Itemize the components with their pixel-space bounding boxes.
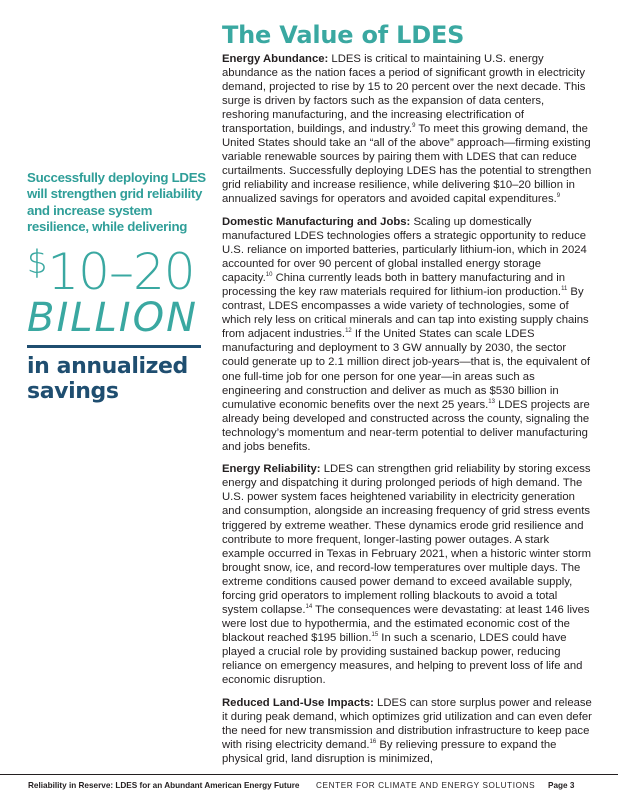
section-paragraph [222,215,594,454]
callout-savings-text: in annualized savings [27,354,188,405]
section-heading: Energy Reliability: [222,463,321,476]
footnote-ref: 16 [369,738,377,745]
footnote-ref: 15 [371,632,379,639]
section-text: LDES can strengthen grid reliability by storing excess energy and dispatching it during prolonged periods of high demand. The U.S. power system faces heightened variability in electricity generation and consumption, alongside an increasing frequency of grid stress events triggered by extreme weather. These dynamics erode grid resilience and contribute to more frequent, longer-lasting power outages. A stark example occurred in Texas in February 2021, when a historic winter storm brought snow, ice, and record-low temperatures over multiple days. The extreme conditions caused power demand to exceed available supply, forcing grid operators to implement rolling blackouts to avoid a total system collapse. [222,463,591,616]
section-text: In such a scenario, LDES could have played a crucial role by providing sustained backup power, reducing reliance on emergency measures, and helping to prevent loss of life and economic disruption. [222,631,583,687]
section-text: By contrast, LDES encompasses a wide variety of technologies, some of which rely less on critical minerals and can tap into existing supply chains from adjacent industries. [222,286,589,341]
section-paragraph [222,52,594,207]
footer-divider [0,774,618,775]
section-paragraph [222,462,594,687]
section-heading: Domestic Manufacturing and Jobs: [222,216,411,229]
main-body-text [222,52,594,774]
section-heading: Reduced Land-Use Impacts: [222,696,374,709]
callout-divider [27,345,201,348]
callout-amount-range: 10–20 [47,243,195,302]
footer-document-title: Reliability in Reserve: LDES for an Abundant American Energy Future [28,781,300,790]
callout-sidebar [27,170,207,404]
section-text: China currently leads both in battery manufacturing and in processing the key raw materials required for lithium-ion production. [222,272,566,299]
section-text: LDES is critical to maintaining U.S. energy abundance as the nation faces a period of significant growth in electricity demand, projected to rise by 15 to 20 percent over the next decade. This surge is driven by factors such as the expansion of data centers, reshoring manufacturing, and the increasing electrification of transportation, buildings, and industry. [222,53,586,136]
section-text: LDES projects are already being developed and constructed across the county, signaling the technology’s momentum and near-term potential to deliver manufacturing and jobs benefits. [222,398,590,453]
footnote-ref: 11 [561,286,568,293]
section-text: Scaling up domestically manufactured LDES technologies offers a strategic opportunity to reduce U.S. reliance on imported batteries, particularly lithium-ion, which in 2024 accounted for over 90 percent of global installed energy storage capacity. [222,216,587,285]
page-title: The Value of LDES [222,21,465,49]
footnote-ref: 13 [488,398,495,405]
section-text: LDES can store surplus power and release it during peak demand, which optimizes grid utilization and can even defer the need for new transmission and distribution infrastructure to keep pace with rising electricity demand. [222,696,592,751]
section-heading: Energy Abundance: [222,53,329,65]
footnote-ref: 12 [345,328,352,335]
section-text: If the United States can scale LDES manufacturing and deployment to 3 GW annually by 2030, the sector could generate up to 2.1 million direct job-years—that is, the equivalent of one full-time job for one person for one year—in areas such as engineering and construction and deliver as much as $530 billion in cumulative economic benefits over the next 25 years. [222,328,590,411]
section-text: The consequences were devastating: at least 146 lives were lost due to hypothermia, and the estimated economic cost of the blackout reached $195 billion. [222,603,590,644]
callout-dollar-sign: $ [27,243,48,282]
footnote-ref: 9 [412,123,416,130]
footnote-ref: 10 [265,272,273,279]
callout-amount [27,245,207,301]
callout-unit: BILLION [27,295,199,342]
callout-lead-text: Successfully deploying LDES will strengthen grid reliability and increase system resilience, while delivering [27,170,206,234]
section-text: To meet this growing demand, the United States should take an “all of the above” approach—firming existing variable renewable sources by pairing them with LDES that can reduce curtailments. Successfully deploying LDES has the potential to strengthen grid reliability and increase resilience, while delivering $10–20 billion in annualized savings for operators and avoided capital expenditures. [222,123,592,206]
footnote-ref: 14 [305,604,313,611]
footnote-ref: 9 [556,193,561,200]
section-text: By relieving pressure to expand the physical grid, land disruption is minimized, [222,738,557,765]
section-paragraph [222,696,594,766]
footer-page-number: Page 3 [548,781,575,790]
footer-organization: CENTER FOR CLIMATE AND ENERGY SOLUTIONS [316,781,536,790]
